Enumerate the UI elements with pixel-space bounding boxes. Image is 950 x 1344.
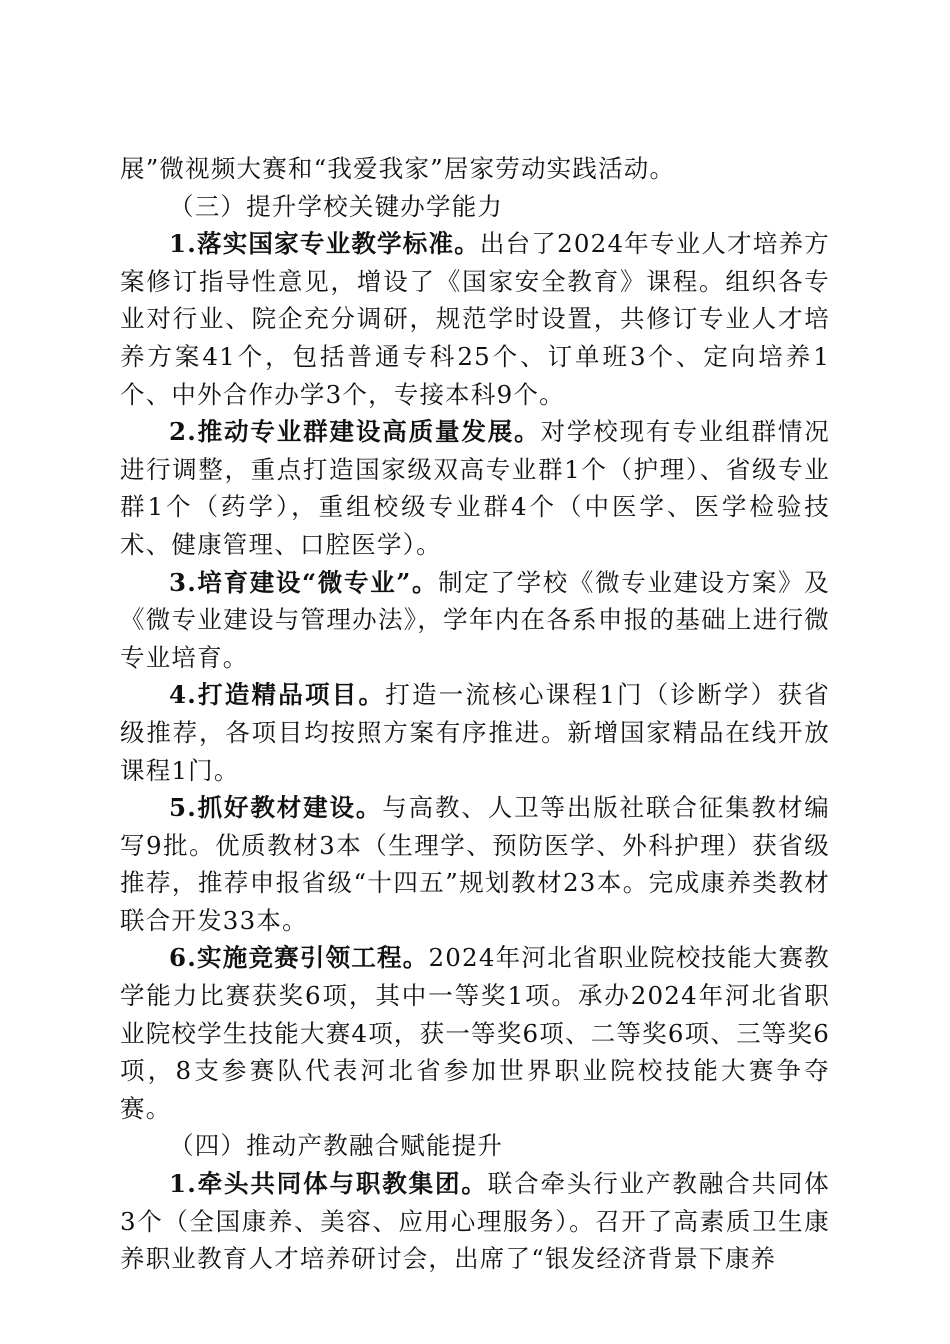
item-lead-heading: 3.培育建设“微专业”。	[169, 567, 439, 597]
paragraph-item-1	[120, 225, 830, 413]
item-lead-heading: 4.打造精品项目。	[169, 680, 386, 710]
paragraph-text: 2024年河北省职业院校技能大赛教学能力比赛获奖6项，其中一等奖1项。承办2024年河北省职业院校学生技能大赛4项，获一等奖6项、二等奖6项、三等奖6项，8支参赛队代表河北省参加世界职业院校技能大赛争夺赛。	[120, 943, 830, 1123]
item-lead-heading: 5.抓好教材建设。	[169, 793, 383, 823]
paragraph-item-6	[120, 939, 830, 1127]
paragraph-item-3	[120, 564, 830, 677]
document-page	[120, 150, 830, 1278]
paragraph-item-2	[120, 413, 830, 563]
paragraph-text: 出台了2024年专业人才培养方案修订指导性意见，增设了《国家安全教育》课程。组织各专业对行业、院企充分调研，规范学时设置，共修订专业人才培养方案41个，包括普通专科25个、订单班3个、定向培养1个、中外合作办学3个，专接本科9个。	[120, 229, 830, 409]
item-lead-heading: 6.实施竞赛引领工程。	[169, 943, 429, 973]
paragraph-text: 打造一流核心课程1门（诊断学）获省级推荐，各项目均按照方案有序推进。新增国家精品在线开放课程1门。	[120, 680, 830, 785]
paragraph-text: 联合牵头行业产教融合共同体3个（全国康养、美容、应用心理服务）。召开了高素质卫生康养职业教育人才培养研讨会，出席了“银发经济背景下康养	[120, 1169, 830, 1274]
item-lead-heading: 2.推动专业群建设高质量发展。	[169, 417, 541, 447]
item-lead-heading: 1.落实国家专业教学标准。	[169, 229, 480, 259]
paragraph-item-7	[120, 1165, 830, 1278]
paragraph-continuation	[120, 150, 830, 188]
item-lead-heading: 1.牵头共同体与职教集团。	[169, 1169, 488, 1199]
paragraph-text: 对学校现有专业组群情况进行调整，重点打造国家级双高专业群1个（护理）、省级专业群1个（药学），重组校级专业群4个（中医学、医学检验技术、健康管理、口腔医学）。	[120, 417, 831, 559]
section-heading-text: （四）推动产教融合赋能提升	[169, 1131, 504, 1161]
paragraph-text: 与高教、人卫等出版社联合征集教材编写9批。优质教材3本（生理学、预防医学、外科护理）获省级推荐，推荐申报省级“十四五”规划教材23本。完成康养类教材联合开发33本。	[120, 793, 830, 935]
section-heading-4	[120, 1127, 830, 1165]
paragraph-item-4	[120, 676, 830, 789]
section-heading-text: （三）提升学校关键办学能力	[169, 191, 504, 221]
paragraph-text: 展”微视频大赛和“我爱我家”居家劳动实践活动。	[120, 154, 676, 183]
section-heading-3	[120, 188, 830, 226]
paragraph-text: 制定了学校《微专业建设方案》及《微专业建设与管理办法》，学年内在各系申报的基础上进行微专业培育。	[120, 567, 830, 672]
paragraph-item-5	[120, 789, 830, 939]
